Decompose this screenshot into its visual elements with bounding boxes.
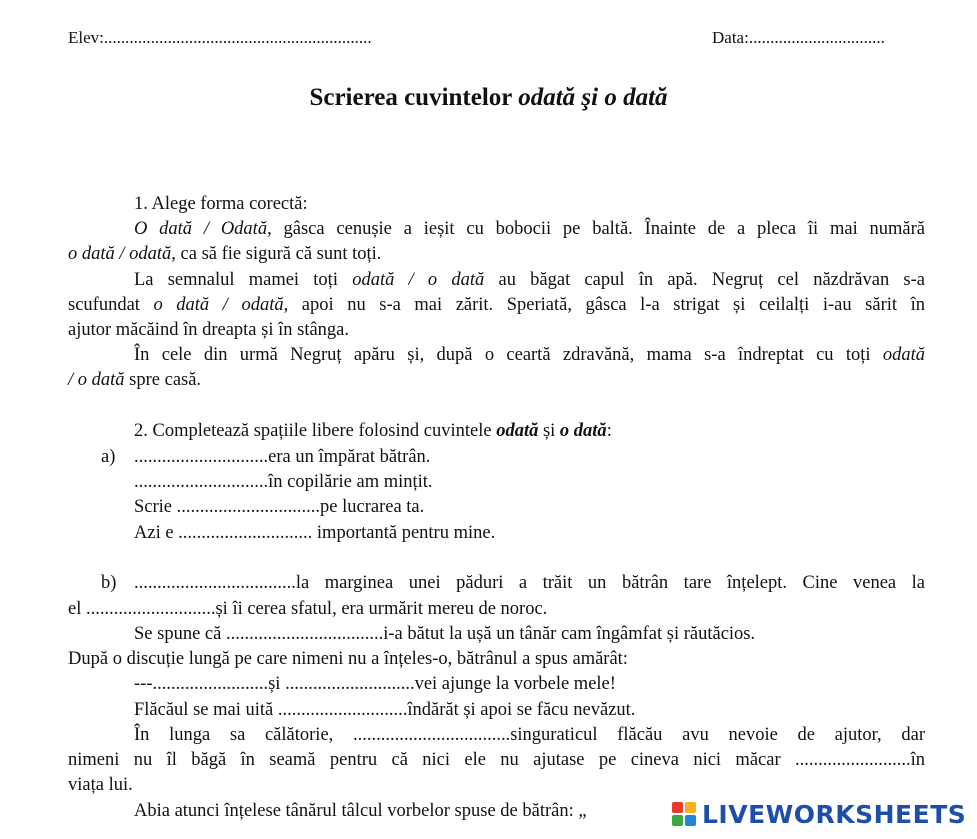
text-line: viața lui. [68, 775, 133, 795]
text-line: Abia atunci înțelese tânărul tâlcul vorbelor spuse de bătrân: „ [134, 801, 587, 821]
fill-blank-line[interactable]: Azi e ............................. importantă pentru mine. [134, 523, 496, 543]
date-field: Data:................................ [712, 28, 885, 47]
text-span: , ca să fie sigură că sunt toți. [171, 244, 382, 264]
choice-option[interactable]: o dată / odată [68, 244, 172, 264]
text-span: spre casă. [124, 370, 202, 390]
text-line: După o discuție lungă pe care nimeni nu a înțeles-o, bătrânul a spus amărât: [68, 649, 628, 669]
liveworksheets-logo-text: LIVEWORKSHEETS [702, 800, 967, 829]
choice-option[interactable]: / o dată [68, 370, 125, 390]
page-title [0, 84, 977, 112]
text-span: La semnalul mamei toți [134, 270, 353, 290]
keyword: odată [496, 421, 539, 441]
title-italic: odată şi o dată [518, 84, 668, 111]
fill-blank-line[interactable]: ---.........................și ............................vei ajunge la vorbele mele! [134, 674, 616, 694]
text-span: au băgat capul în apă. Negruț cel năzdrăvan s-a [484, 270, 925, 290]
text-line [68, 293, 925, 318]
fill-blank-line[interactable]: În lunga sa călătorie, ..................................singuraticul flăcău avu nevoie de ajutor, dar [134, 725, 925, 745]
liveworksheets-logo-icon [672, 802, 698, 828]
text-span: , gâsca cenușie a ieșit cu bobocii pe baltă. Înainte de a pleca îi mai numără [267, 219, 926, 239]
text-line [134, 268, 925, 293]
fill-blank-line[interactable]: ...................................la marginea unei păduri a trăit un bătrân tare înțelept. Cine venea la [134, 573, 925, 593]
text-line [134, 343, 925, 368]
choice-option[interactable]: odată / o dată [352, 270, 485, 290]
text-line: ajutor măcăind în dreapta și în stânga. [68, 320, 350, 340]
fill-blank-line[interactable]: Se spune că ..................................i-a bătut la ușă un tânăr cam îngâmfat și răutăcios. [134, 624, 756, 644]
exercise-2-heading [134, 419, 612, 444]
text-line [68, 242, 381, 267]
text-span: În cele din urmă Negruț apăru și, după o ceartă zdravănă, mama s-a îndreptat cu toți [134, 345, 883, 365]
fill-blank-line[interactable]: nimeni nu îl băgă în seamă pentru că nici ele nu ajutase pe cineva nici măcar .........................în [68, 750, 925, 770]
choice-option[interactable]: O dată / Odată [134, 219, 268, 239]
text-span: , apoi nu s-a mai zărit. Speriată, gâsca l-a strigat și ceilalți i-au sărit în [283, 295, 925, 315]
fill-blank-line[interactable]: .............................era un împărat bătrân. [134, 447, 431, 467]
text-line [68, 368, 201, 393]
text-span: : [606, 421, 612, 441]
text-line [134, 217, 925, 242]
part-a-label: a) [101, 447, 116, 467]
liveworksheets-logo [672, 800, 966, 830]
text-span: și [538, 421, 560, 441]
choice-option[interactable]: odată [882, 345, 925, 365]
title-prefix: Scrierea cuvintelor [309, 84, 519, 111]
fill-blank-line[interactable]: Flăcăul se mai uită ............................îndărăt și apoi se făcu nevăzut. [134, 700, 636, 720]
keyword: o dată [559, 421, 607, 441]
fill-blank-line[interactable]: el ............................și îi cerea sfatul, era urmărit mereu de noroc. [68, 599, 548, 619]
exercise-1-heading: 1. Alege forma corectă: [134, 194, 308, 214]
student-name-field: Elev:............................................................... [68, 28, 372, 47]
choice-option[interactable]: o dată / odată [153, 295, 284, 315]
fill-blank-line[interactable]: .............................în copilărie am mințit. [134, 472, 433, 492]
part-b-label: b) [101, 573, 117, 593]
fill-blank-line[interactable]: Scrie ...............................pe lucrarea ta. [134, 497, 425, 517]
text-span: 2. Completează spațiile libere folosind cuvintele [134, 421, 497, 441]
text-span: scufundat [68, 295, 154, 315]
